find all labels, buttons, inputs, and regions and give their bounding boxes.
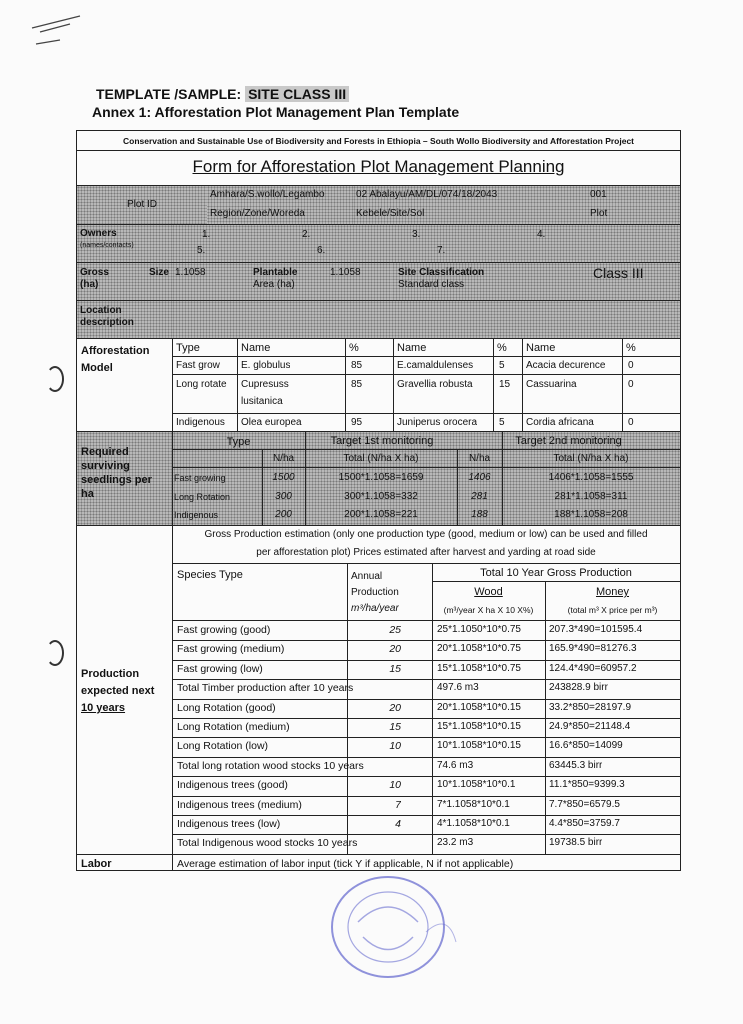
nha-header: N/ha	[468, 453, 491, 464]
owners-names: 1. 2. 3. 4. 5. 6. 7.	[172, 225, 680, 262]
location-label: Location description	[77, 301, 172, 338]
plantable-area-value: 1.1058	[322, 263, 392, 300]
region-value: Amhara/S.wollo/Legambo	[207, 186, 353, 205]
target-1-header: Target 1st monitoring	[330, 435, 434, 447]
location-value	[172, 301, 680, 338]
form-title: Form for Afforestation Plot Management Planning	[192, 157, 565, 176]
management-plan-form: Conservation and Sustainable Use of Biodiversity and Forests in Ethiopia – South Wollo Biodiversity and Afforestation Project Form for Afforestation Plot Management Planning Plot ID Amhara/S.wollo/Legambo Region/Zone/Woreda 02 Abalayu/AM/DL/074/18/2043 Kebele/Site/Sol 001 Plot Owners (names/contacts) 1. 2. 3. 4. 5. 6. 7. Gross Size (ha) 1.1058 Plantable Area (ha) 1.1058 Site Classification Standard class Class III Location description Afforestation Model Type Name % Name % Name % Fast grow E. globulus 85 E.camaldulenses 5 Acacia decurence 0 Long rotate Cupresuss lusitanica 85 Gravellia robusta 15 Cassuarina 0 Indigenous Olea europea 95 Juniperus orocera 5 Cordia africana 0 Required surviving seedlings per ha Type Target 1st monitoring Target 2nd monitoring N/ha Total (N/ha X ha) N/ha Total (N/ha X ha) Fast growing 1500 1500*1.1058=1659 1406 1406*1.1058=1555 Long Rotation 300 300*1.1058=332 281 281*1.1058=311 Indigenous 200 200*1.1058=221 188 188*1.1058=208 Production expected next 10 years Gross Production estimation (only one production type (good, medium or low) can be used and filled per afforestation plot) Prices estimated after harvest and yarding at road side Species Type Annual Production m³/ha/year Total 10 Year Gross Production Wood (m³/year X ha X 10 X%) Money (total m³ X price per m³) Fast growing (good) 25 25*1.1050*10*0.75 207.3*490=101595.4 Fast growing (medium) 20 20*1.1058*10*0.75 165.9*490=81276.3 Fast growing (low) 15 15*1.1058*10*0.75 124.4*490=60957.2 Total Timber production after 10 years 497.6 m3 243828.9 birr Long Rotation (good) 20 20*1.1058*10*0.15 33.2*850=28197.9 Long Rotation (medium) 15 15*1.1058*10*0.15 24.9*850=21148.4 Long Rotation (low) 10 10*1.1058*10*0.15 16.6*850=14099 Total long rotation wood stocks 10 years 74.6 m3 63445.3 birr Indigenous trees (good) 10 10*1.1058*10*0.1 11.1*850=9399.3 Indigenous trees (medium) 7 7*1.1058*10*0.1 7.7*850=6579.5 Indigenous trees (low) 4 4*1.1058*10*0.1 4.4*850=3759.7 Total Indigenous wood stocks 10 years 23.2 m3 19738.5 birr Labor Average estimation of labor input (tick Y if applicable, N if not applicable)	[76, 130, 681, 871]
total-production-header: Total 10 Year Gross Production	[480, 567, 632, 579]
region-label: Region/Zone/Woreda	[207, 205, 353, 224]
plot-id-label: Plot ID	[77, 186, 207, 224]
production-note-2: per afforestation plot) Prices estimated after harvest and yarding at road side	[256, 547, 596, 558]
template-title: TEMPLATE /SAMPLE: SITE CLASS III	[96, 86, 349, 102]
punch-hole	[46, 640, 64, 666]
plantable-area-label: Plantable Area (ha)	[247, 263, 322, 300]
labor-text: Average estimation of labor input (tick Y if applicable, N if not applicable)	[177, 858, 514, 870]
plot-value: 001	[587, 186, 680, 205]
project-title: Conservation and Sustainable Use of Biodiversity and Forests in Ethiopia – South Wollo Biodiversity and Afforestation Project	[122, 136, 635, 146]
labor-label: Labor	[81, 858, 112, 870]
production-note-1: Gross Production estimation (only one production type (good, medium or low) can be used and filled	[204, 529, 648, 540]
surviving-seedlings-label: Required surviving seedlings per ha	[81, 446, 152, 500]
annual-production-header: Annual Production m³/ha/year	[351, 571, 399, 614]
afforestation-model-label: Afforestation Model	[81, 345, 150, 374]
type-header: Type	[226, 436, 251, 448]
wood-header: Wood	[474, 586, 503, 598]
production-label: Production expected next 10 years	[81, 668, 155, 714]
annex-title: Annex 1: Afforestation Plot Management Plan Template	[92, 104, 460, 120]
punch-hole	[46, 366, 64, 392]
official-seal-stamp	[318, 872, 458, 982]
plot-label: Plot	[587, 205, 680, 224]
total-header: Total (N/ha X ha)	[553, 453, 629, 464]
site-classification-label: Site Classification Standard class	[392, 263, 587, 300]
site-class-value: Class III	[587, 263, 680, 300]
money-formula: (total m³ X price per m³)	[567, 605, 658, 615]
pen-scribble	[30, 10, 90, 50]
wood-formula: (m³/year X ha X 10 X%)	[443, 605, 534, 615]
kebele-label: Kebele/Site/Sol	[353, 205, 587, 224]
owners-label: Owners (names/contacts)	[77, 225, 172, 262]
species-type-header: Species Type	[177, 569, 243, 581]
money-header: Money	[595, 586, 630, 598]
total-header: Total (N/ha X ha)	[343, 453, 419, 464]
gross-size-label: Gross Size (ha)	[77, 263, 172, 300]
kebele-value: 02 Abalayu/AM/DL/074/18/2043	[353, 186, 587, 205]
site-class-highlight: SITE CLASS III	[245, 86, 349, 102]
gross-size-value: 1.1058	[172, 263, 247, 300]
target-2-header: Target 2nd monitoring	[515, 435, 622, 447]
nha-header: N/ha	[272, 453, 295, 464]
